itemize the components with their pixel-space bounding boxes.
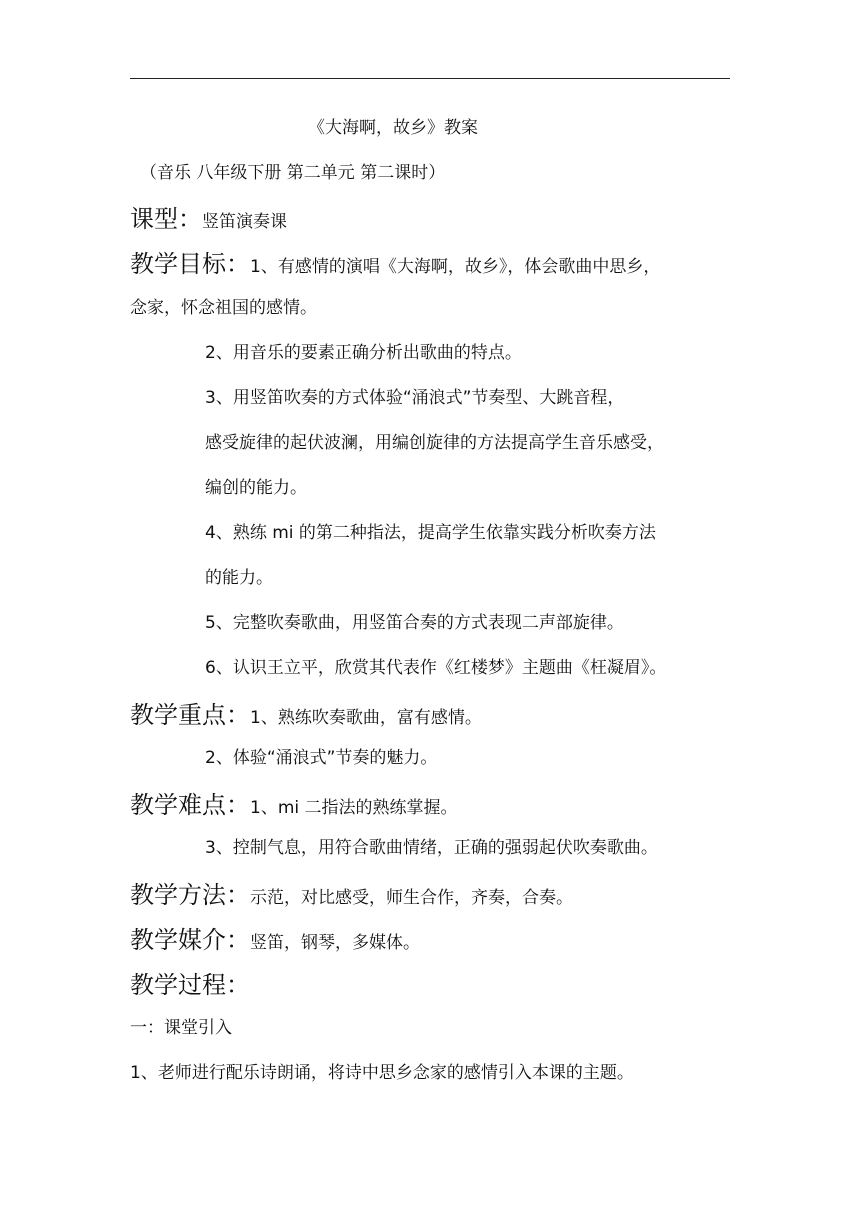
objective-3a: 3、用竖笛吹奏的方式体验“涌浪式”节奏型、大跳音程， [205,388,625,408]
course-type-value: 竖笛演奏课 [202,212,287,232]
objective-3b: 感受旋律的起伏波澜，用编创旋律的方法提高学生音乐感受， [205,433,664,453]
process-line [130,970,250,1000]
difficulty-3: 3、控制气息，用符合歌曲情绪，正确的强弱起伏吹奏歌曲。 [205,838,658,858]
media-line [130,925,420,955]
objective-6: 6、认识王立平，欣赏其代表作《红楼梦》主题曲《枉凝眉》。 [205,658,667,678]
course-type-line [130,204,287,234]
objective-3c: 编创的能力。 [205,478,307,498]
course-type-label: 课型： [130,205,202,233]
objective-5: 5、完整吹奏歌曲，用竖笛合奏的方式表现二声部旋律。 [205,613,624,633]
key-points-line [130,700,482,730]
objective-4b: 的能力。 [205,568,273,588]
objective-1b: 念家，怀念祖国的感情。 [130,298,317,318]
methods-line [130,880,573,910]
objectives-line [130,249,660,279]
process-label: 教学过程： [130,971,250,999]
difficulty-1: 1、mi 二指法的熟练掌握。 [250,798,458,818]
key-point-2: 2、体验“涌浪式”节奏的魅力。 [205,748,438,768]
methods-value: 示范，对比感受，师生合作，齐奏，合奏。 [250,888,573,908]
objective-1a: 1、有感情的演唱《大海啊，故乡》，体会歌曲中思乡， [250,257,661,277]
objectives-label: 教学目标： [130,250,250,278]
header-rule [130,78,730,79]
key-point-1: 1、熟练吹奏歌曲，富有感情。 [250,708,482,728]
process-section-1: 一：课堂引入 [130,1018,232,1038]
media-value: 竖笛，钢琴，多媒体。 [250,933,420,953]
process-step-1: 1、老师进行配乐诗朗诵，将诗中思乡念家的感情引入本课的主题。 [130,1063,634,1083]
objective-4a: 4、熟练 mi 的第二种指法，提高学生依靠实践分析吹奏方法 [205,523,656,543]
difficulties-line [130,790,458,820]
document-subtitle: （音乐 八年级下册 第二单元 第二课时） [140,163,446,183]
key-points-label: 教学重点： [130,701,250,729]
media-label: 教学媒介： [130,926,250,954]
methods-label: 教学方法： [130,881,250,909]
objective-2: 2、用音乐的要素正确分析出歌曲的特点。 [205,343,522,363]
document-title: 《大海啊，故乡》教案 [308,118,478,138]
difficulties-label: 教学难点： [130,791,250,819]
